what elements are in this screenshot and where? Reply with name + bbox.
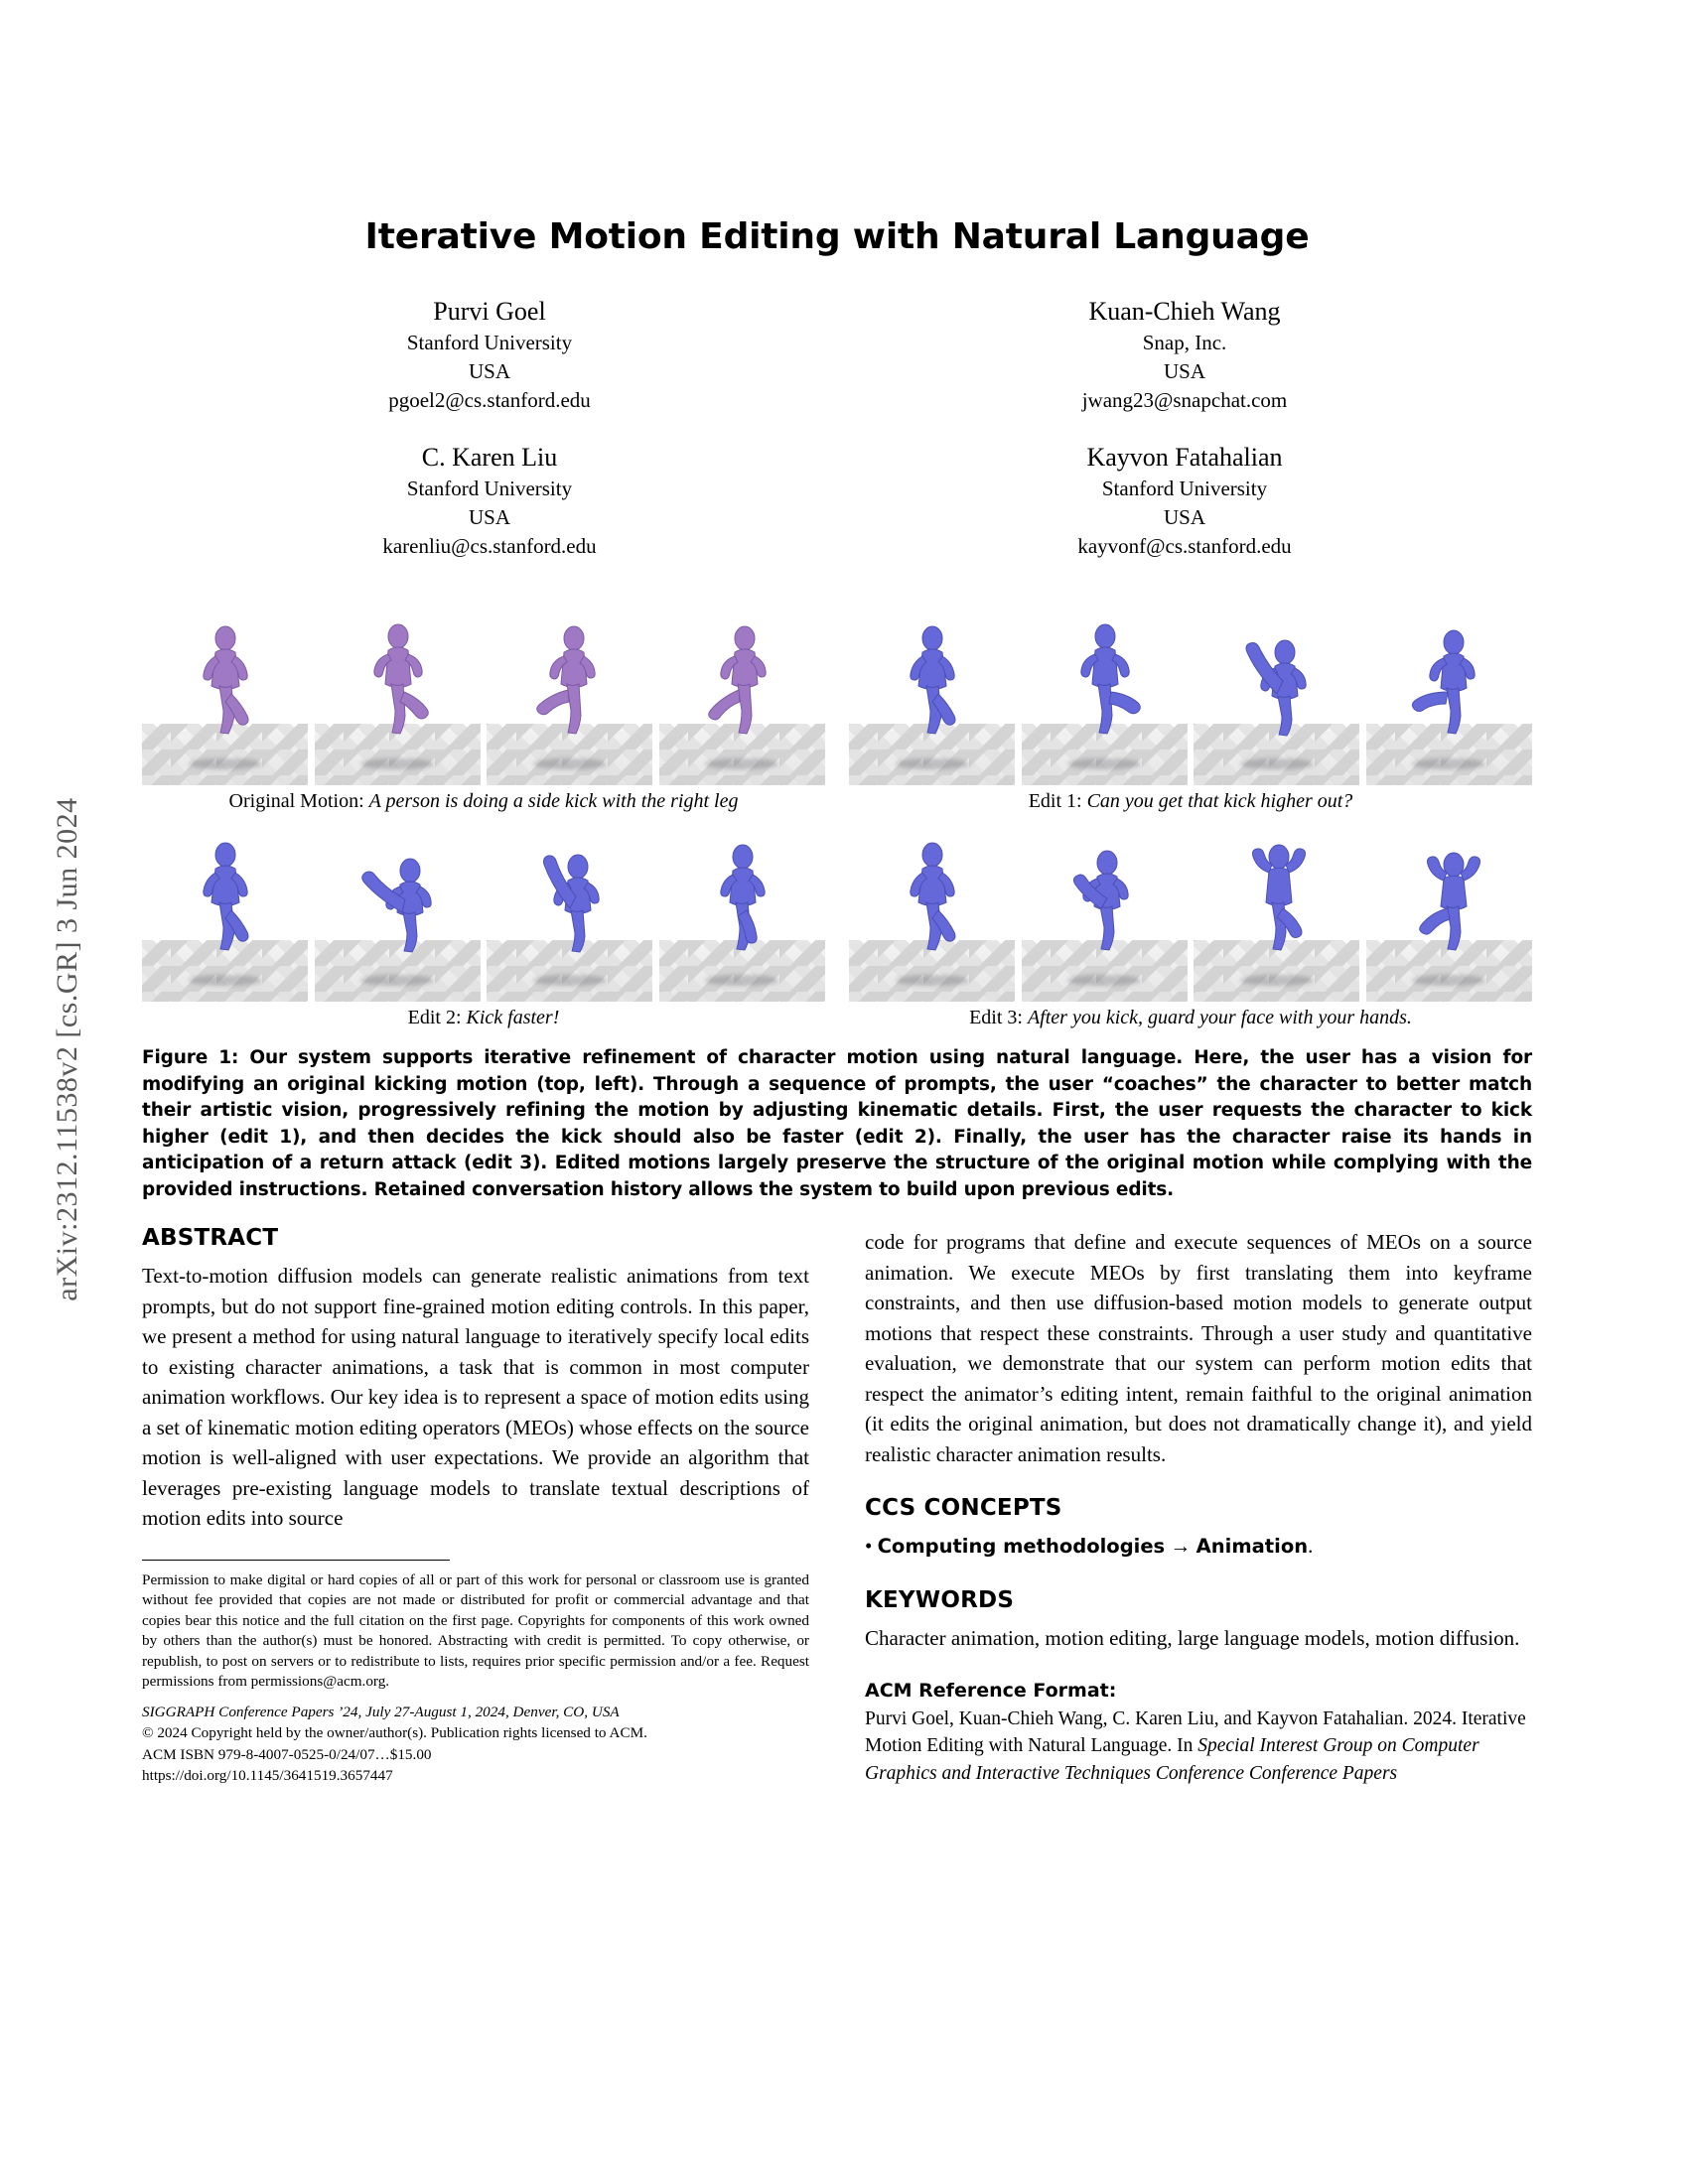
motion-frame <box>1194 825 1359 1002</box>
teaser-caption-edit1 <box>849 790 1532 813</box>
character-figure-icon <box>487 609 652 785</box>
motion-frame <box>659 825 825 1002</box>
teaser-caption-edit3 <box>849 1007 1532 1029</box>
character-figure-icon <box>849 825 1015 1002</box>
page-title: Iterative Motion Editing with Natural Language <box>364 216 1310 257</box>
teaser-caption-label: Edit 1: <box>1028 790 1082 812</box>
character-figure-icon <box>142 609 308 785</box>
motion-frame <box>1022 609 1188 785</box>
teaser-figure <box>142 609 1532 1203</box>
motion-frame <box>1194 609 1359 785</box>
isbn-line: ACM ISBN 979-8-4007-0525-0/24/07…$15.00 <box>142 1745 432 1763</box>
author-name: Kayvon Fatahalian <box>1086 443 1283 472</box>
acm-reference-heading: ACM Reference Format: <box>865 1679 1117 1702</box>
figure-caption: Figure 1: Our system supports iterative refinement of character motion using natural language. Here, the user has a vision for modifying an original kicking motion (top, left). Through a sequence of prompts, the user “coaches” the character to better match their artistic vision, progressively refining the motion by adjusting kinematic details. First, the user requests the character to kick higher (edit 1), and then decides the kick should also be faster (edit 2). Finally, the user has the character raise its hands in anticipation of a return attack (edit 3). Edited motions largely preserve the structure of the original motion while complying with the provided instructions. Retained conversation history allows the system to build upon previous edits. <box>142 1047 1532 1200</box>
author-block <box>837 295 1532 415</box>
author-email[interactable]: kayvonf@cs.stanford.edu <box>1077 534 1292 558</box>
character-figure-icon <box>142 825 308 1002</box>
character-figure-icon <box>849 609 1015 785</box>
permission-meta <box>142 1702 809 1787</box>
abstract-paragraph-left: Text-to-motion diffusion models can generate realistic animations from text prompts, but do not support fine-grained motion editing controls. In this paper, we present a method for using natural language to iteratively specify local edits to existing character animations, a task that is common in most computer animation workflows. Our key idea is to represent a space of motion edits using a set of kinematic motion editing operators (MEOs) whose effects on the source motion is well-aligned with user expectations. We provide an algorithm that leverages pre-existing language models to translate textual descriptions of motion edits into source <box>142 1264 809 1530</box>
teaser-caption-text: After you kick, guard your face with your hands. <box>1027 1007 1412 1028</box>
teaser-caption-text: Can you get that kick higher out? <box>1086 790 1353 812</box>
author-country: USA <box>468 505 510 529</box>
author-affiliation: Stanford University <box>1101 477 1268 500</box>
character-figure-icon <box>659 825 825 1002</box>
author-name: Kuan-Chieh Wang <box>1088 297 1281 326</box>
author-country: USA <box>1163 359 1205 383</box>
permission-divider <box>142 1560 450 1561</box>
teaser-panel-edit2 <box>142 825 825 1002</box>
teaser-row-2 <box>142 825 1532 1002</box>
motion-frame <box>315 825 481 1002</box>
ccs-period: . <box>1308 1534 1314 1558</box>
motion-frame <box>849 609 1015 785</box>
abstract-paragraph-right: code for programs that define and execute sequences of MEOs on a source animation. We execute MEOs by first translating them into keyframe constraints, and then use diffusion-based motion models to generate output motions that respect these constraints. Through a user study and quantitative evaluation, we demonstrate that our system can perform motion edits that respect the animator’s editing intent, remain faithful to the original animation (it edits the original animation, but does not dramatically change it), and yield realistic character animation results. <box>865 1230 1532 1466</box>
frame-strip <box>849 825 1532 1002</box>
frame-strip <box>142 609 825 785</box>
motion-frame <box>142 609 308 785</box>
teaser-caption-text: A person is doing a side kick with the right leg <box>368 790 739 812</box>
frame-strip <box>849 609 1532 785</box>
motion-frame <box>315 609 481 785</box>
acm-reference-part1: Purvi Goel, Kuan-Chieh Wang, C. Karen Liu, and Kayvon Fatahalian. 2024. Iterative Motion Editing with Natural Language. In <box>865 1707 1526 1756</box>
ccs-arrow: → <box>1165 1534 1196 1558</box>
teaser-caption-label: Original Motion: <box>228 790 364 812</box>
ccs-concepts-heading: CCS CONCEPTS <box>865 1495 1062 1521</box>
column-right <box>865 1225 1532 1787</box>
teaser-panel-edit1 <box>849 609 1532 785</box>
character-figure-icon <box>1366 609 1532 785</box>
teaser-row-1 <box>142 609 1532 785</box>
motion-frame <box>849 825 1015 1002</box>
character-figure-icon <box>1194 825 1359 1002</box>
teaser-captions-row-2 <box>142 1007 1532 1029</box>
character-figure-icon <box>659 609 825 785</box>
author-block <box>142 295 837 415</box>
author-email[interactable]: pgoel2@cs.stanford.edu <box>388 388 591 412</box>
character-figure-icon <box>1194 609 1359 785</box>
arxiv-stamp: arXiv:2312.11538v2 [cs.GR] 3 Jun 2024 <box>51 797 83 1301</box>
conference-line: SIGGRAPH Conference Papers ’24, July 27-August 1, 2024, Denver, CO, USA <box>142 1703 620 1720</box>
ccs-term-primary: Computing methodologies <box>877 1535 1166 1558</box>
teaser-panel-edit3 <box>849 825 1532 1002</box>
author-email[interactable]: jwang23@snapchat.com <box>1081 388 1288 412</box>
keywords-text: Character animation, motion editing, large language models, motion diffusion. <box>865 1626 1520 1650</box>
author-email[interactable]: karenliu@cs.stanford.edu <box>382 534 597 558</box>
author-affiliation: Stanford University <box>406 331 573 354</box>
author-name: Purvi Goel <box>433 297 546 326</box>
ccs-bullet: • <box>865 1534 878 1558</box>
paper-page <box>142 0 1532 2184</box>
character-figure-icon <box>315 609 481 785</box>
author-country: USA <box>468 359 510 383</box>
author-block <box>837 441 1532 561</box>
ccs-concepts-text <box>865 1531 1532 1562</box>
permission-block <box>142 1560 809 1787</box>
motion-frame <box>1366 609 1532 785</box>
motion-frame <box>1366 825 1532 1002</box>
motion-frame <box>142 825 308 1002</box>
motion-frame <box>487 609 652 785</box>
author-affiliation: Stanford University <box>406 477 573 500</box>
teaser-caption-label: Edit 2: <box>407 1007 462 1028</box>
author-list <box>142 295 1532 587</box>
keywords-heading: KEYWORDS <box>865 1587 1015 1613</box>
permission-text: Permission to make digital or hard copies of all or part of this work for personal or classroom use is granted without fee provided that copies are not made or distributed for profit or commercial advantage and that copies bear this notice and the full citation on the first page. Copyrights for components of this work owned by others than the author(s) must be honored. Abstracting with credit is permitted. To copy otherwise, or republish, to post on servers or to redistribute to lists, requires prior specific permission and/or a fee. Request permissions from permissions@acm.org. <box>142 1570 809 1690</box>
acm-reference-text <box>865 1706 1532 1788</box>
acm-reference-venue: Special Interest Group on Computer Graphics and Interactive Techniques Conference Conference Papers <box>865 1735 1479 1784</box>
teaser-caption-text: Kick faster! <box>466 1007 560 1028</box>
character-figure-icon <box>1022 825 1188 1002</box>
author-affiliation: Snap, Inc. <box>1142 331 1227 354</box>
character-figure-icon <box>315 825 481 1002</box>
doi-line[interactable]: https://doi.org/10.1145/3641519.3657447 <box>142 1767 393 1784</box>
frame-strip <box>142 825 825 1002</box>
copyright-line: © 2024 Copyright held by the owner/author(s). Publication rights licensed to ACM. <box>142 1724 647 1741</box>
character-figure-icon <box>1022 609 1188 785</box>
character-figure-icon <box>487 825 652 1002</box>
ccs-term-secondary: Animation <box>1196 1535 1309 1558</box>
teaser-caption-original <box>142 790 825 813</box>
teaser-caption-label: Edit 3: <box>969 1007 1023 1028</box>
abstract-heading: ABSTRACT <box>142 1225 279 1251</box>
teaser-captions-row-1 <box>142 790 1532 813</box>
author-block <box>142 441 837 561</box>
teaser-panel-original <box>142 609 825 785</box>
motion-frame <box>659 609 825 785</box>
character-figure-icon <box>1366 825 1532 1002</box>
teaser-caption-edit2 <box>142 1007 825 1029</box>
motion-frame <box>1022 825 1188 1002</box>
author-name: C. Karen Liu <box>421 443 558 472</box>
motion-frame <box>487 825 652 1002</box>
column-left <box>142 1225 809 1787</box>
body-columns <box>142 1225 1532 1787</box>
author-country: USA <box>1163 505 1205 529</box>
